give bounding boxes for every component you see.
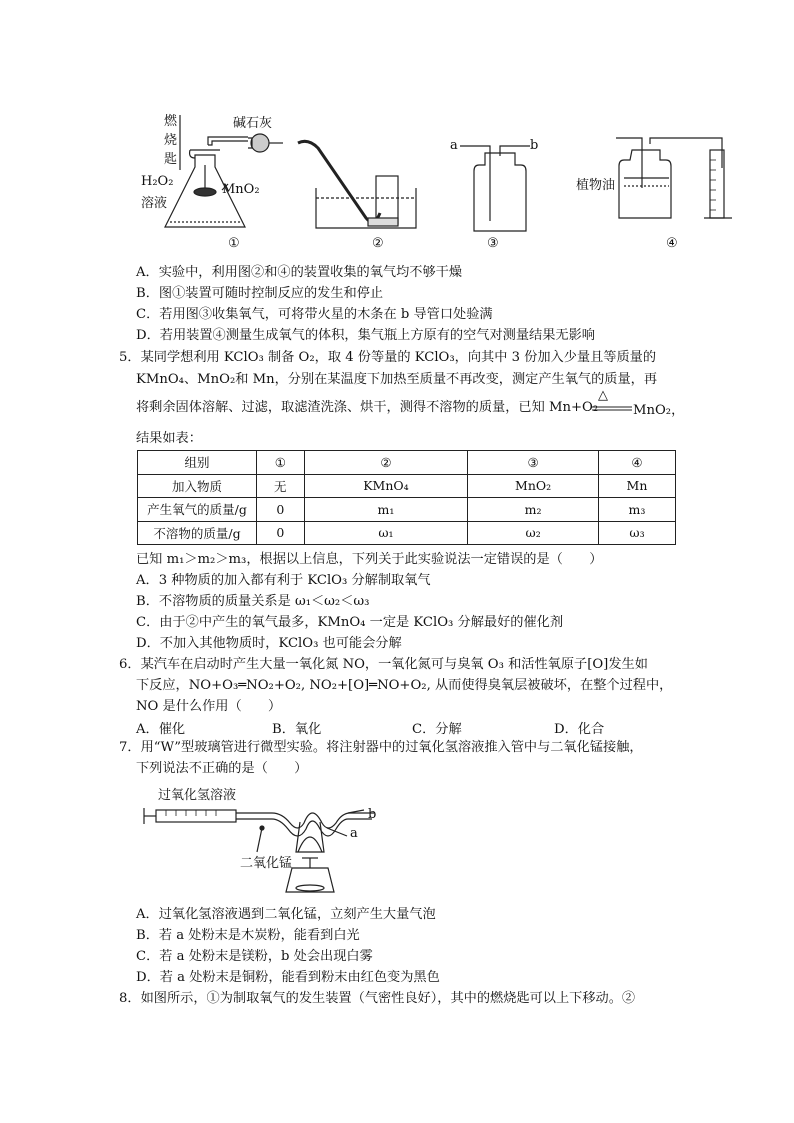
q7-option-c: C．若 a 处粉末是镁粉，b 处会出现白雾 xyxy=(136,949,373,964)
q6-option-a: A．催化 xyxy=(136,722,186,737)
q5-delta: △ xyxy=(598,388,608,403)
h2o2-label: H₂O₂ xyxy=(141,174,174,189)
sodalime-label: 碱石灰 xyxy=(233,116,273,131)
gas-bottle xyxy=(460,138,540,238)
table-cell: 产生氧气的质量/g xyxy=(138,498,257,522)
solution-label: 溶液 xyxy=(141,196,168,211)
table-cell: m₂ xyxy=(468,498,599,522)
caption-2: ② xyxy=(372,236,384,251)
q7-option-b: B．若 a 处粉末是木炭粉，能看到白光 xyxy=(136,928,360,943)
table-cell: ω₂ xyxy=(468,521,599,545)
spoon-label: 燃烧匙 xyxy=(164,114,178,167)
table-cell: MnO₂ xyxy=(468,474,599,498)
q5-option-b: B．不溶物质的质量关系是 ω₁＜ω₂＜ω₃ xyxy=(136,594,370,609)
q6-option-b: B．氧化 xyxy=(272,722,322,737)
q4-option-b: B．图①装置可随时控制反应的发生和停止 xyxy=(136,286,384,301)
q7-line-2: 下列说法不正确的是（ ） xyxy=(136,761,308,776)
table-cell: ω₃ xyxy=(598,521,675,545)
q5-option-a: A．3 种物质的加入都有利于 KClO₃ 分解制取氧气 xyxy=(136,573,431,588)
tube-b-label: b xyxy=(530,138,539,153)
q5-question: 已知 m₁＞m₂＞m₃，根据以上信息，下列关于此实验说法一定错误的是（ ） xyxy=(136,552,603,567)
q6-line-1: 6．某汽车在启动时产生大量一氧化氮 NO，一氧化氮可与臭氧 O₃ 和活性氧原子[O]发生如 xyxy=(119,657,648,672)
w-tube-apparatus xyxy=(142,798,372,908)
q5-option-d: D．不加入其他物质时，KClO₃ 也可能会分解 xyxy=(136,636,402,651)
q5-option-c: C．由于②中产生的氧气最多，KMnO₄ 一定是 KClO₃ 分解最好的催化剂 xyxy=(136,615,564,630)
q5-result-label: 结果如表： xyxy=(136,431,202,446)
table-cell: KMnO₄ xyxy=(304,474,468,498)
oil-bottle-cylinder xyxy=(612,130,752,230)
water-trough xyxy=(298,138,428,238)
mno2-label: MnO₂ xyxy=(222,182,260,197)
point-a-label: a xyxy=(350,826,358,841)
q8-line-1: 8．如图所示，①为制取氧气的发生装置（气密性良好），其中的燃烧匙可以上下移动。② xyxy=(119,991,636,1006)
q5-line-1: 5．某同学想利用 KClO₃ 制备 O₂，取 4 份等量的 KClO₃，向其中 3 份加入少量且等质量的 xyxy=(119,350,657,365)
results-table xyxy=(137,450,676,545)
table-cell: m₁ xyxy=(304,498,468,522)
q6-line-2: 下反应，NO+O₃═NO₂+O₂, NO₂+[O]═NO+O₂, 从而使得臭氧层被破坏，在整个过程中， xyxy=(136,678,673,693)
equation-bar xyxy=(592,406,632,412)
table-cell: ④ xyxy=(598,451,675,475)
q4-option-d: D．若用装置④测量生成氧气的体积，集气瓶上方原有的空气对测量结果无影响 xyxy=(136,328,595,343)
table-cell: 无 xyxy=(257,474,305,498)
q7-line-1: 7．用“W”型玻璃管进行微型实验。将注射器中的过氧化氢溶液推入管中与二氧化锰接触， xyxy=(119,740,643,755)
q7-option-a: A．过氧化氢溶液遇到二氧化锰，立刻产生大量气泡 xyxy=(136,907,436,922)
table-cell: ② xyxy=(304,451,468,475)
table-cell: ① xyxy=(257,451,305,475)
point-b-label: b xyxy=(368,807,377,822)
table-row xyxy=(138,451,676,475)
table-cell: Mn xyxy=(598,474,675,498)
caption-3: ③ xyxy=(487,236,499,251)
table-cell: ω₁ xyxy=(304,521,468,545)
table-cell: 组别 xyxy=(138,451,257,475)
mno2-fig-label: 二氧化锰 xyxy=(240,856,293,871)
q6-option-c: C．分解 xyxy=(412,722,462,737)
caption-4: ④ xyxy=(666,236,678,251)
table-row xyxy=(138,498,676,522)
q6-line-3: NO 是什么作用（ ） xyxy=(136,699,282,714)
tube-a-label: a xyxy=(450,138,458,153)
table-cell: 0 xyxy=(257,498,305,522)
q4-option-c: C．若用图③收集氧气，可将带火星的木条在 b 导管口处验满 xyxy=(136,307,493,322)
q4-option-a: A．实验中，利用图②和④的装置收集的氧气均不够干燥 xyxy=(136,265,463,280)
table-row xyxy=(138,521,676,545)
q7-option-d: D．若 a 处粉末是铜粉，能看到粉末由红色变为黑色 xyxy=(136,970,440,985)
table-cell: 不溶物的质量/g xyxy=(138,521,257,545)
table-cell: m₃ xyxy=(598,498,675,522)
h2o2-solution-label: 过氧化氢溶液 xyxy=(158,788,237,803)
table-cell: 加入物质 xyxy=(138,474,257,498)
oil-label: 植物油 xyxy=(576,178,616,193)
table-cell: 0 xyxy=(257,521,305,545)
q6-option-d: D．化合 xyxy=(554,722,605,737)
table-cell: ③ xyxy=(468,451,599,475)
table-row xyxy=(138,474,676,498)
flask-apparatus xyxy=(150,110,310,240)
q5-eq-product: MnO₂， xyxy=(633,403,685,418)
caption-1: ① xyxy=(228,236,240,251)
q5-line-2: KMnO₄、MnO₂和 Mn，分别在某温度下加热至质量不再改变，测定产生氧气的质量，再 xyxy=(136,372,658,387)
q5-line-3: 将剩余固体溶解、过滤，取滤渣洗涤、烘干，测得不溶物的质量，已知 Mn+O₂ xyxy=(136,400,599,415)
